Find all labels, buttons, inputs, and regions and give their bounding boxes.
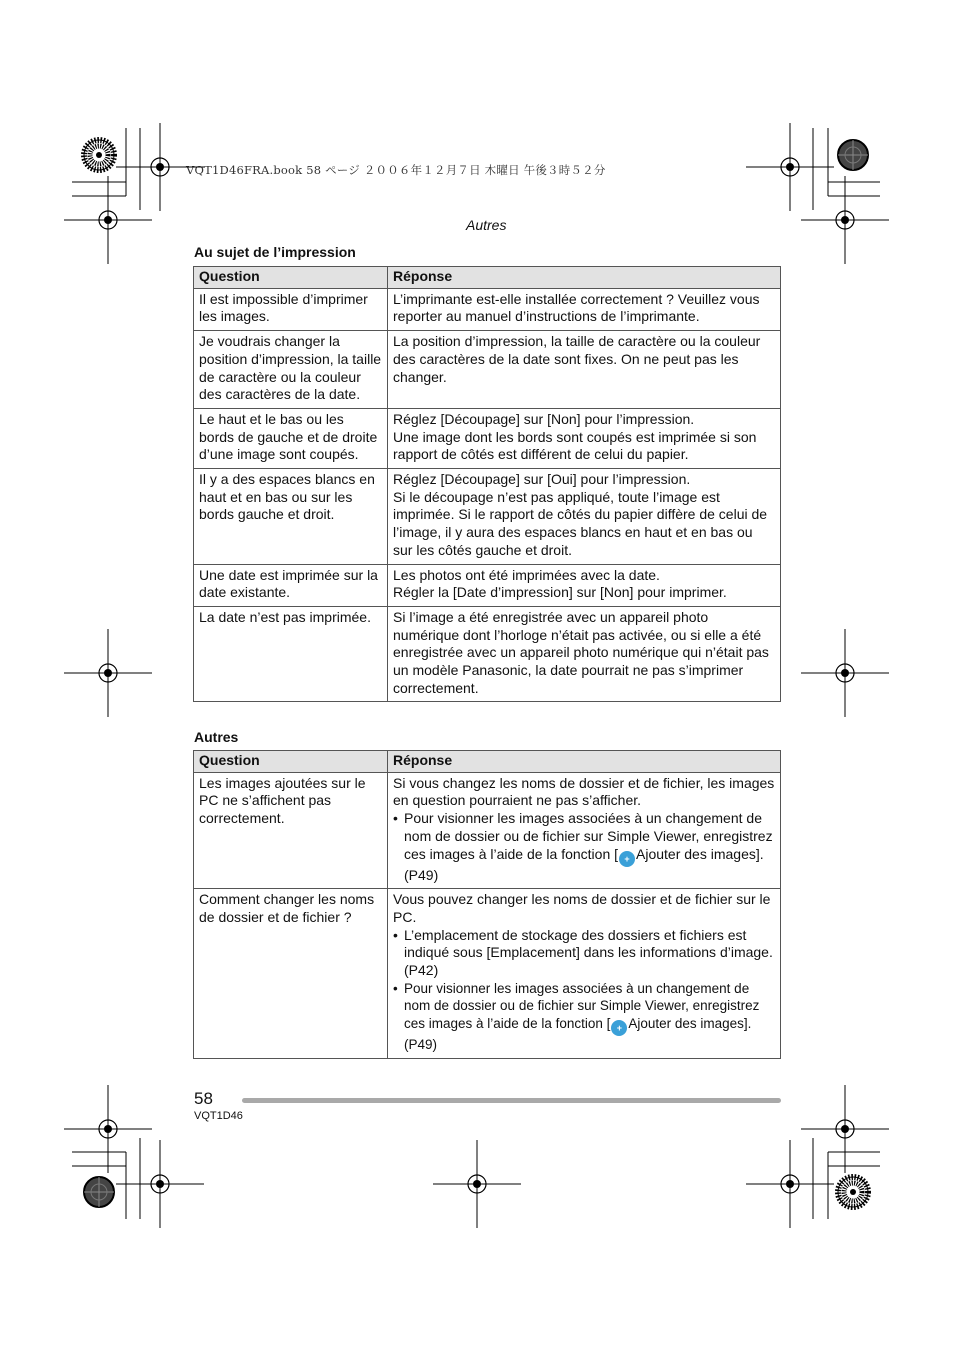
- question-cell: Le haut et le bas ou les bords de gauche et de droite d’une image sont coupés.: [194, 408, 388, 468]
- answer-line: Réglez [Découpage] sur [Oui] pour l’impression.: [393, 471, 691, 488]
- question-cell: Il est impossible d’imprimer les images.: [194, 288, 388, 330]
- question-cell: La date n’est pas imprimée.: [194, 606, 388, 702]
- header-question: Question: [194, 267, 388, 289]
- model-code: VQT1D46: [194, 1110, 243, 1122]
- section-title-impression: Au sujet de l’impression: [194, 244, 356, 260]
- bullet-text: Ajouter des images]. (P49): [404, 1016, 752, 1053]
- question-cell: Les images ajoutées sur le PC ne s’affichent pas correctement.: [194, 772, 388, 889]
- answer-line: L’imprimante est-elle installée correctement ? Veuillez vous reporter au manuel d’instructions de l’imprimante.: [393, 290, 760, 325]
- bullet-mark: •: [393, 810, 398, 827]
- print-info: VQT1D46FRA.book 58 ページ ２００６年１２月７日 木曜日 午後３時５２分: [186, 163, 606, 177]
- add-images-icon: +: [619, 851, 635, 867]
- header-question: Question: [194, 751, 388, 773]
- add-images-icon: +: [611, 1020, 627, 1036]
- answer-line: Les photos ont été imprimées avec la date.: [393, 566, 660, 583]
- bullet-mark: •: [393, 980, 398, 996]
- question-cell: Une date est imprimée sur la date existante.: [194, 564, 388, 606]
- section-title-autres: Autres: [194, 729, 239, 745]
- question-cell: Comment changer les noms de dossier et de fichier ?: [194, 889, 388, 1059]
- question-cell: Je voudrais changer la position d’impression, la taille de caractère ou la couleur des caractères de la date.: [194, 331, 388, 409]
- answer-line: Si l’image a été enregistrée avec un appareil photo numérique dont l’horloge n’était pas activée, ou si elle a été enregistrée avec un appareil photo numérique qui n’était pas un modèle Panasonic, la date pourrait ne pas s’imprimer correctement.: [393, 608, 769, 696]
- question-cell: Il y a des espaces blancs en haut et en bas ou sur les bords gauche et droit.: [194, 469, 388, 565]
- bullet-text: Pour visionner les images associées à un changement de nom de dossier ou de fichier sur Simple Viewer, enregistrez ces images à l’aide de la fonction [: [404, 980, 760, 1032]
- answer-line: Si le découpage n’est pas appliqué, toute l’image est imprimée. Si le rapport de côtés du papier diffère de celui de l’image, il y aura des espaces blancs en haut et en bas ou sur les côtés gauche et droit.: [393, 488, 768, 558]
- bullet-text: L’emplacement de stockage des dossiers et fichiers est indiqué sous [Emplacement] dans les informations d’image. (P42): [404, 926, 773, 979]
- answer-line: Réglez [Découpage] sur [Non] pour l’impression.: [393, 410, 695, 427]
- running-head: Autres: [466, 217, 507, 233]
- answer-intro: Si vous changez les noms de dossier et de fichier, les images en question pourraient ne pas s’afficher.: [393, 774, 775, 809]
- answer-line: Une image dont les bords sont coupés est imprimée si son rapport de côtés est différent de celui du papier.: [393, 428, 757, 463]
- bullet-mark: •: [393, 926, 398, 943]
- page-number: 58: [194, 1089, 213, 1108]
- header-answer: Réponse: [388, 751, 781, 773]
- answer-line: Régler la [Date d’impression] sur [Non] pour imprimer.: [393, 584, 727, 601]
- header-answer: Réponse: [388, 267, 781, 289]
- answer-line: La position d’impression, la taille de caractère ou la couleur des caractères de la date sont fixes. On ne peut pas les changer.: [393, 333, 761, 385]
- answer-intro: Vous pouvez changer les noms de dossier et de fichier sur le PC.: [393, 891, 771, 925]
- bullet-text: Ajouter des images]. (P49): [404, 845, 764, 883]
- bullet-text: Pour visionner les images associées à un changement de nom de dossier ou de fichier sur Simple Viewer, enregistrez ces images à l’aide de la fonction [: [404, 810, 773, 862]
